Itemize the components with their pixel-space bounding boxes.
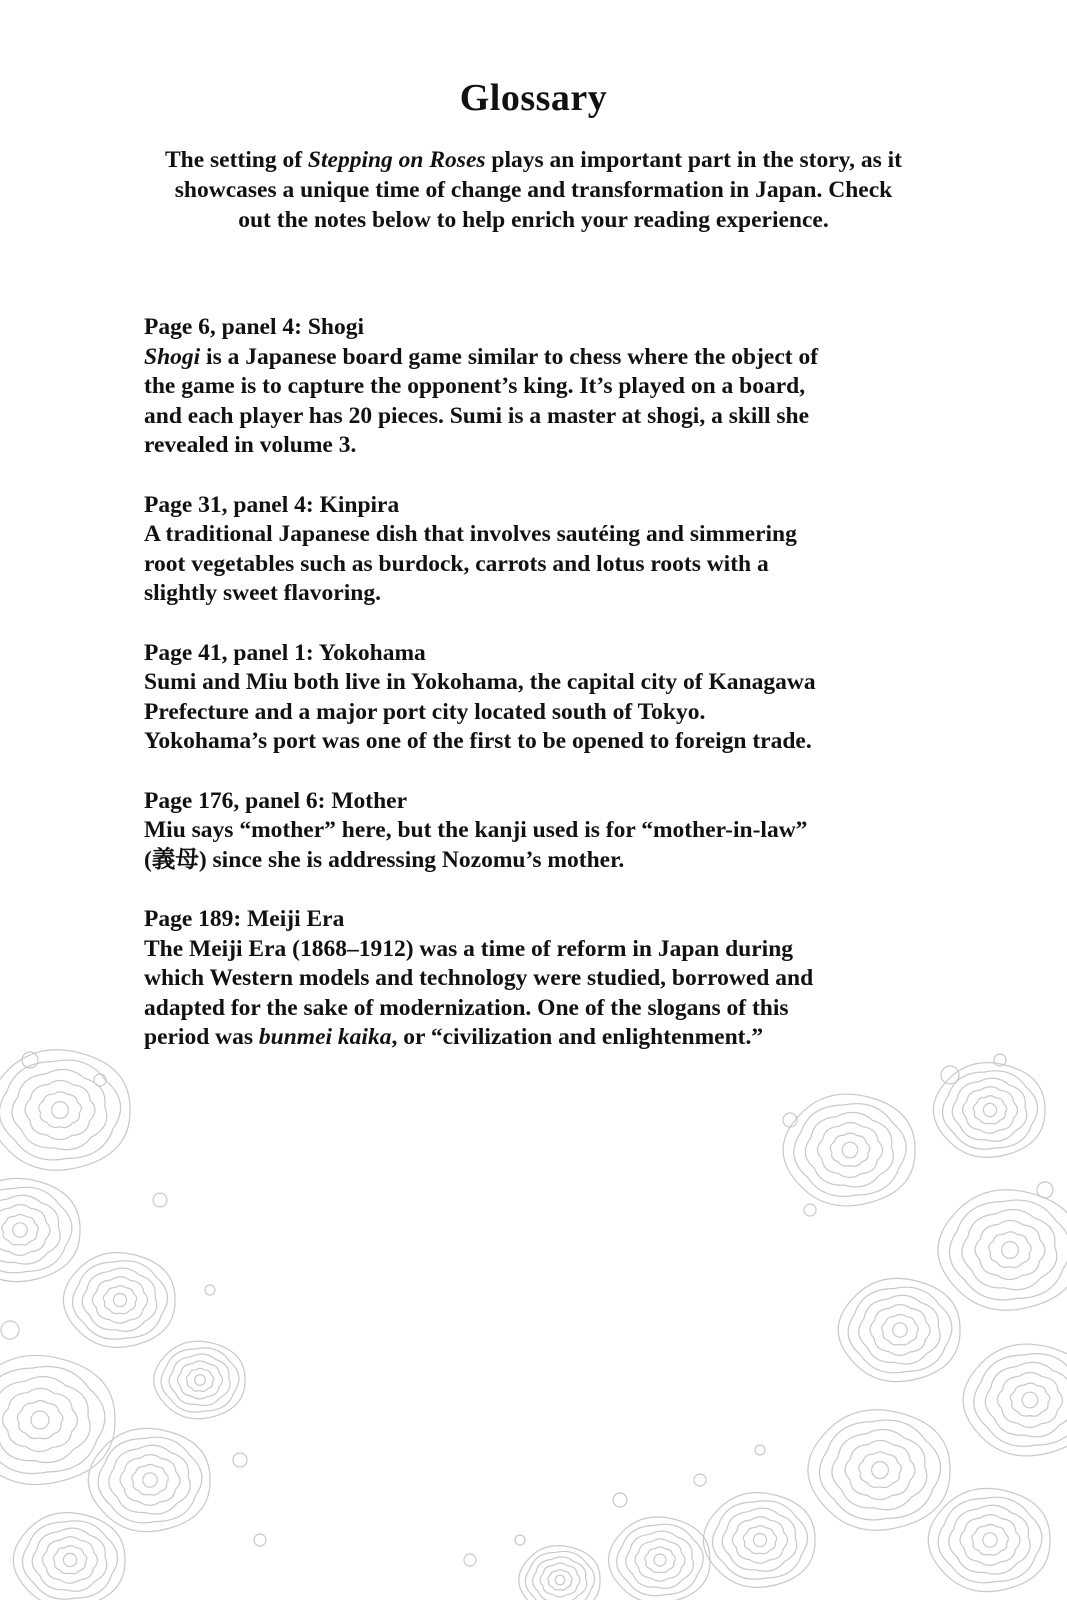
- entry-heading: Page 176, panel 6: Mother: [144, 787, 408, 814]
- entry-line: revealed in volume 3.: [144, 432, 357, 458]
- entry-line: (義母) since she is addressing Nozomu’s mother.: [144, 846, 625, 873]
- bubble-drawing: [22, 1052, 38, 1068]
- entry-heading: Page 189: Meiji Era: [144, 906, 345, 932]
- entry-line: the game is to capture the opponent’s king. It’s played on a board,: [144, 373, 806, 399]
- rose-drawing: [0, 1178, 80, 1281]
- bubble-drawing: [804, 1204, 816, 1216]
- term-italic: bunmei kaika: [258, 1024, 392, 1050]
- bubble-drawing: [153, 1193, 167, 1207]
- entry-line-text: is a Japanese board game similar to chess where the object of: [200, 343, 819, 370]
- bubble-drawing: [205, 1285, 215, 1295]
- bubble-drawing: [515, 1535, 525, 1545]
- intro-text-line2: showcases a unique time of change and transformation in Japan. Check: [174, 177, 893, 203]
- entry-line: root vegetables such as burdock, carrots and lotus roots with a: [144, 550, 769, 577]
- entry-line: which Western models and technology were studied, borrowed and: [144, 965, 814, 991]
- entry-line: and each player has 20 pieces. Sumi is a master at shogi, a skill she: [144, 402, 810, 429]
- entry-line: A traditional Japanese dish that involves sautéing and simmering: [144, 521, 797, 547]
- book-title: Stepping on Roses: [307, 147, 486, 173]
- bubble-drawing: [464, 1554, 476, 1566]
- entry-line-text: period was: [144, 1024, 259, 1050]
- entry-body: [144, 816, 944, 875]
- rose-drawing: [609, 1517, 711, 1600]
- bubble-drawing: [254, 1534, 266, 1546]
- entry-line: The Meiji Era (1868–1912) was a time of reform in Japan during: [144, 935, 794, 962]
- rose-drawing: [154, 1341, 245, 1418]
- entry-body: [144, 520, 944, 609]
- entry-line: Prefecture and a major port city located south of Tokyo.: [144, 698, 706, 725]
- entry-line: Yokohama’s port was one of the first to be opened to foreign trade.: [144, 728, 812, 754]
- entry-line: Miu says “mother” here, but the kanji used is for “mother-in-law”: [144, 817, 808, 843]
- entry-line: slightly sweet flavoring.: [144, 580, 381, 606]
- glossary-entry-mother: [144, 787, 944, 876]
- rose-drawing: [938, 1190, 1067, 1311]
- entry-body: [144, 668, 944, 757]
- rose-drawing: [808, 1410, 950, 1531]
- glossary-entry-yokohama: [144, 639, 944, 757]
- entry-body: [144, 343, 944, 461]
- rose-drawing: [783, 1094, 915, 1206]
- entry-line: [144, 343, 944, 373]
- bubble-drawing: [783, 1113, 797, 1127]
- bubble-drawing: [694, 1474, 706, 1486]
- term-italic: Shogi: [144, 343, 201, 370]
- rose-drawing: [838, 1278, 960, 1381]
- entry-line: [144, 1023, 944, 1053]
- glossary-entry-meiji-era: [144, 905, 944, 1053]
- glossary-entry-shogi: [144, 313, 944, 461]
- rose-drawing: [0, 1355, 115, 1484]
- intro-text-line3: out the notes below to help enrich your reading experience.: [238, 207, 829, 233]
- rose-drawing: [13, 1513, 125, 1600]
- intro-text-line1: plays an important part in the story, as it: [485, 147, 903, 173]
- bubble-drawing: [613, 1493, 627, 1507]
- rose-drawing: [0, 1050, 130, 1171]
- rose-drawing: [63, 1253, 175, 1348]
- entry-heading: Page 6, panel 4: Shogi: [144, 314, 365, 340]
- rose-drawing: [928, 1488, 1050, 1591]
- rose-drawing: [963, 1344, 1067, 1456]
- bubble-drawing: [1037, 1182, 1053, 1198]
- bubble-drawing: [1, 1321, 19, 1339]
- entry-heading: Page 41, panel 1: Yokohama: [144, 639, 426, 666]
- bubble-drawing: [994, 1054, 1006, 1066]
- intro-paragraph: [100, 145, 967, 235]
- rose-drawing: [88, 1428, 210, 1531]
- rose-drawing: [703, 1493, 815, 1588]
- bubble-drawing: [755, 1445, 765, 1455]
- entry-heading: Page 31, panel 4: Kinpira: [144, 491, 400, 518]
- entry-line-text: , or “civilization and enlightenment.”: [391, 1024, 764, 1050]
- entry-body: [144, 935, 944, 1053]
- glossary-entry-kinpira: [144, 491, 944, 609]
- bubble-drawing: [94, 1074, 106, 1086]
- page-title: Glossary: [459, 77, 608, 119]
- entry-line: Sumi and Miu both live in Yokohama, the capital city of Kanagawa: [144, 669, 816, 695]
- bubble-drawing: [233, 1453, 247, 1467]
- intro-text-start: The setting of: [164, 147, 308, 173]
- glossary-entries: [144, 313, 944, 1083]
- rose-drawing: [933, 1063, 1045, 1158]
- rose-drawing: [519, 1546, 600, 1600]
- entry-line: adapted for the sake of modernization. One of the slogans of this: [144, 994, 789, 1021]
